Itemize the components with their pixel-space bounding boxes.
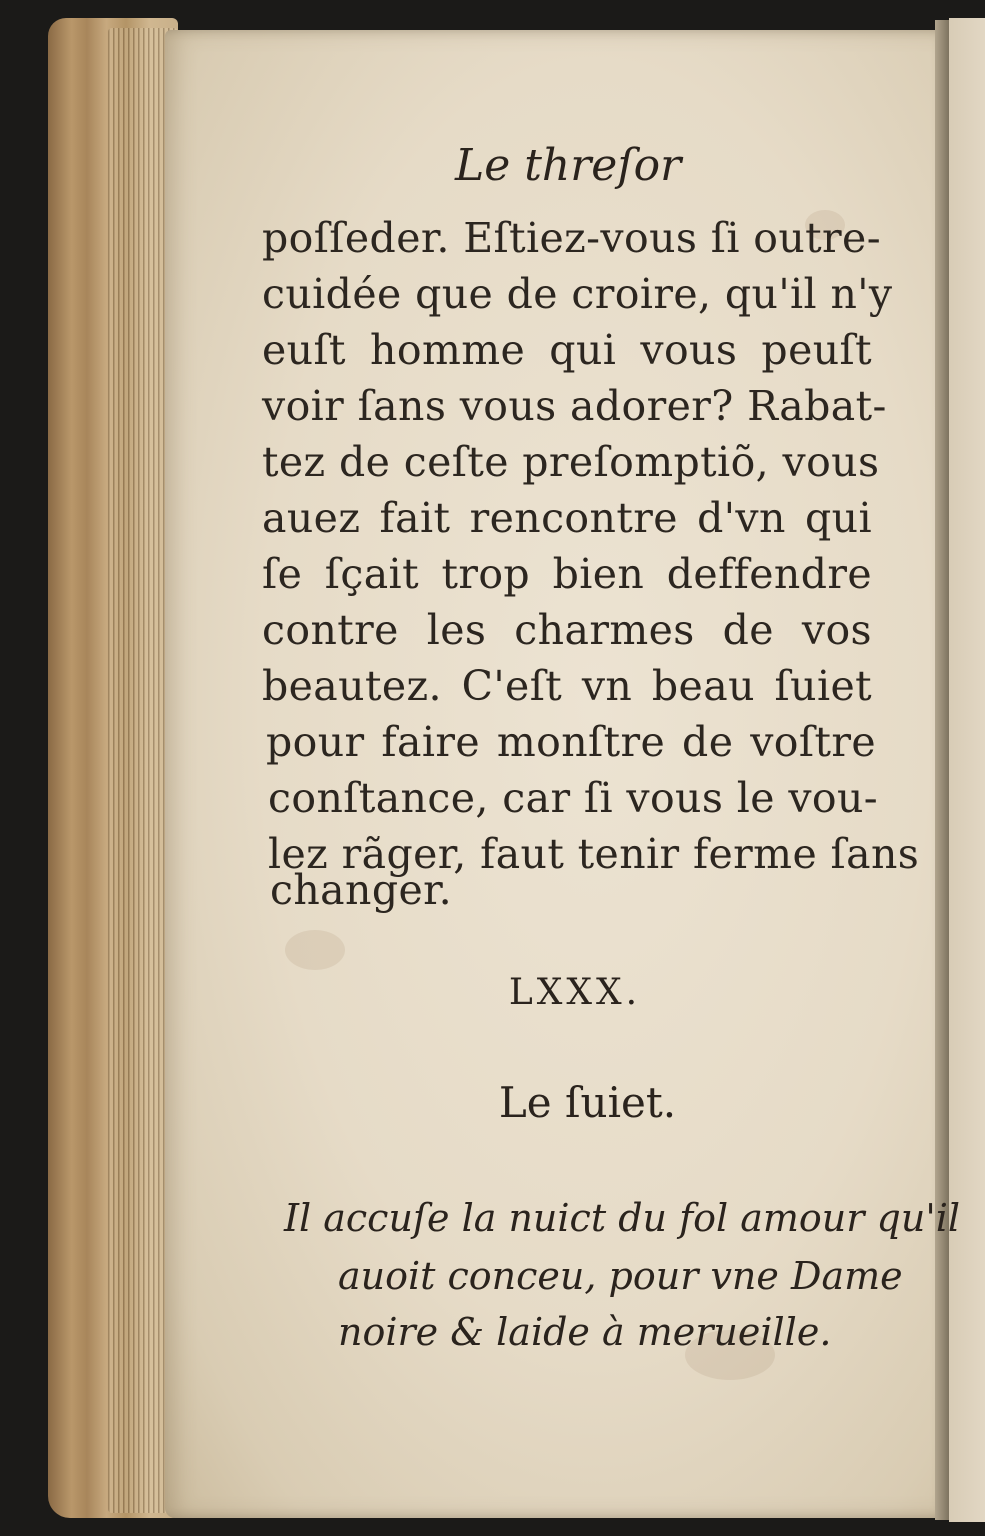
argument-line: noire & laide à merueille.	[338, 1310, 832, 1354]
body-line: conſtance, car ſi vous le vou-	[268, 774, 879, 822]
body-line: pour faire monſtre de voſtre	[266, 718, 876, 766]
body-line: lez rãger, faut tenir ferme ſans	[268, 830, 920, 878]
body-line: euſt homme qui vous peuſt	[262, 326, 872, 374]
section-numeral: LXXX.	[508, 972, 642, 1013]
argument-line: auoit conceu, pour vne Dame	[338, 1254, 903, 1298]
subject-title: Le ſuiet.	[498, 1078, 677, 1127]
running-head: Le threſor	[455, 140, 682, 191]
body-line: auez fait rencontre d'vn qui	[262, 494, 872, 542]
body-line: cuidée que de croire, qu'il n'y	[262, 270, 893, 318]
argument-line: Il accuſe la nuict du fol amour qu'il	[284, 1196, 961, 1240]
body-line: contre les charmes de vos	[262, 606, 872, 654]
body-line: poſſeder. Eſtiez-vous ſi outre-	[262, 214, 881, 262]
body-line: changer.	[270, 866, 453, 914]
body-line: beautez. C'eſt vn beau ſuiet	[262, 662, 872, 710]
body-line: ſe ſçait trop bien deffendre	[262, 550, 872, 598]
body-line: voir ſans vous adorer? Rabat-	[262, 382, 887, 430]
body-line: tez de ceſte preſomptiõ, vous	[262, 438, 880, 486]
